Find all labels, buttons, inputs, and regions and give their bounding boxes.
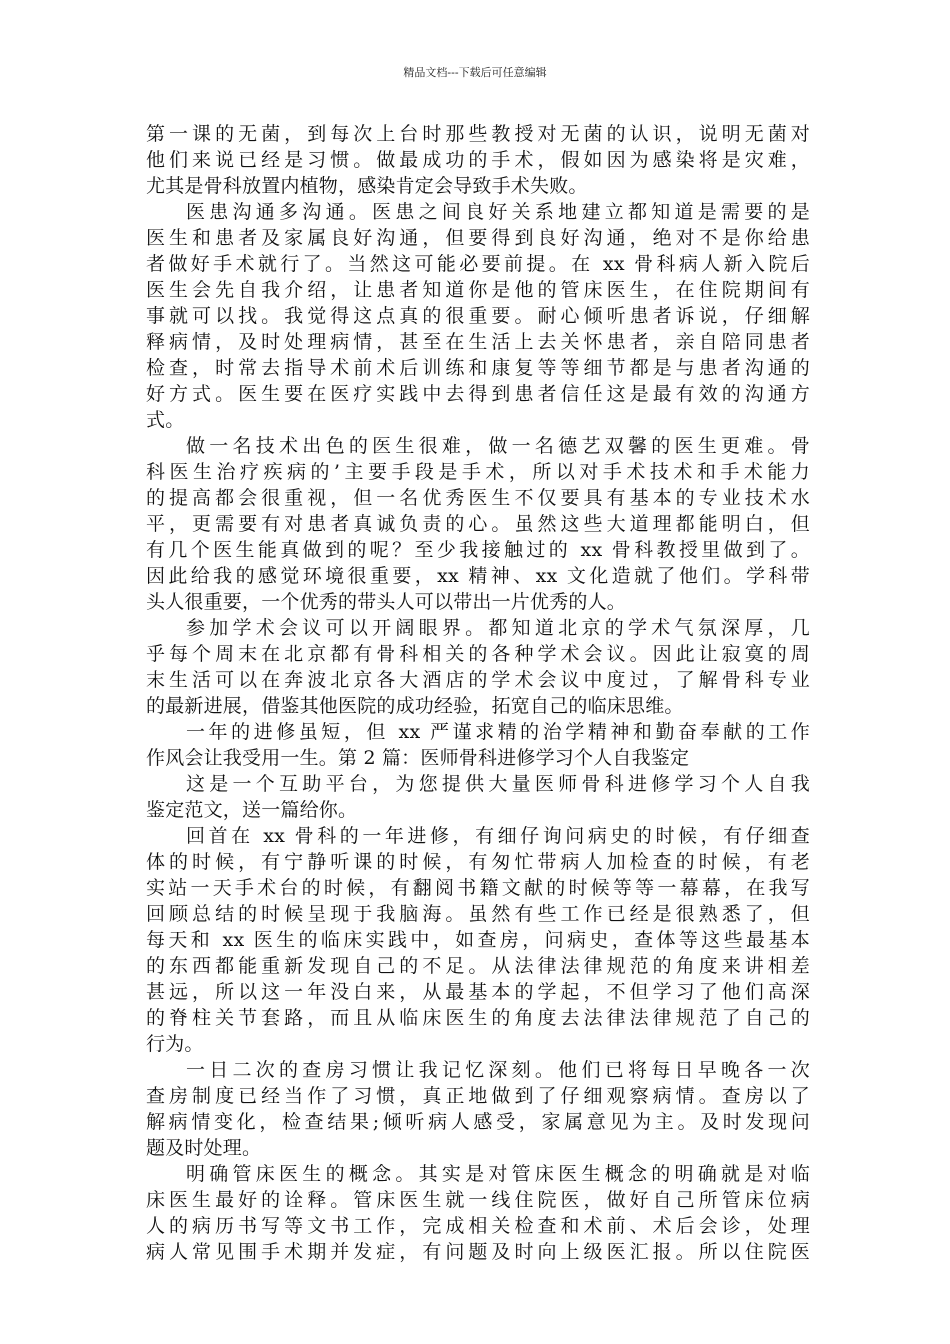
text-line: 科医生治疗疾病的’主要手段是手术，所以对手术技术和手术能力: [146, 461, 810, 483]
page-header: 精品文档---下载后可任意编辑: [403, 66, 547, 79]
text-line: 回顾总结的时候呈现于我脑海。虽然有些工作已经是很熟悉了，但: [146, 903, 810, 925]
text-line: 查房制度已经当作了习惯，真正地做到了仔细观察病情。查房以了: [146, 1085, 810, 1107]
text-line: 末生活可以在奔波北京各大酒店的学术会议中度过，了解骨科专业: [146, 669, 810, 691]
text-line: 床医生最好的诠释。管床医生就一线住院医，做好自己所管床位病: [146, 1189, 810, 1211]
text-line: 有几个医生能真做到的呢？至少我接触过的 xx 骨科教授里做到了。: [146, 539, 810, 561]
text-line: 因此给我的感觉环境很重要，xx 精神、xx 文化造就了他们。学科带: [146, 565, 810, 587]
text-line: 的最新进展，借鉴其他医院的成功经验，拓宽自己的临床思维。: [146, 695, 684, 717]
text-line: 医患沟通多沟通。医患之间良好关系地建立都知道是需要的是: [186, 201, 810, 223]
text-line: 这是一个互助平台，为您提供大量医师骨科进修学习个人自我: [186, 773, 810, 795]
text-line: 事就可以找。我觉得这点真的很重要。耐心倾听患者诉说，仔细解: [146, 305, 810, 327]
text-line: 明确管床医生的概念。其实是对管床医生概念的明确就是对临: [186, 1163, 810, 1185]
text-line: 体的时候，有宁静听课的时候，有匆忙带病人加检查的时候，有老: [146, 851, 810, 873]
text-line: 回首在 xx 骨科的一年进修，有细仔询问病史的时候，有仔细查: [186, 825, 810, 847]
text-line: 第一课的无菌，到每次上台时那些教授对无菌的认识，说明无菌对: [146, 123, 810, 145]
text-line: 医生会先自我介绍，让患者知道你是他的管床医生，在住院期间有: [146, 279, 810, 301]
text-line: 参加学术会议可以开阔眼界。都知道北京的学术气氛深厚，几: [186, 617, 810, 639]
text-line: 的提高都会很重视，但一名优秀医生不仅要具有基本的专业技术水: [146, 487, 810, 509]
text-line: 平，更需要有对患者真诚负责的心。虽然这些大道理都能明白，但: [146, 513, 810, 535]
text-line: 乎每个周末在北京都有骨科相关的各种学术会议。因此让寂寞的周: [146, 643, 810, 665]
text-line: 检查，时常去指导术前术后训练和康复等等细节都是与患者沟通的: [146, 357, 810, 379]
text-line: 好方式。医生要在医疗实践中去得到患者信任这是最有效的沟通方: [146, 383, 810, 405]
text-line: 者做好手术就行了。当然这可能必要前提。在 xx 骨科病人新入院后: [146, 253, 810, 275]
text-line: 他们来说已经是习惯。做最成功的手术，假如因为感染将是灾难，: [146, 149, 810, 171]
text-line: 人的病历书写等文书工作，完成相关检查和术前、术后会诊，处理: [146, 1215, 810, 1237]
text-line: 的脊柱关节套路，而且从临床医生的角度去法律法律规范了自己的: [146, 1007, 810, 1029]
text-line: 式。: [146, 409, 185, 431]
text-line: 头人很重要，一个优秀的带头人可以带出一片优秀的人。: [146, 591, 627, 613]
text-line: 病人常见围手术期并发症，有问题及时向上级医汇报。所以住院医: [146, 1241, 810, 1263]
text-line: 每天和 xx 医生的临床实践中，如查房，问病史，查体等这些最基本: [146, 929, 810, 951]
text-line: 的东西都能重新发现自己的不足。从法律法律规范的角度来讲相差: [146, 955, 810, 977]
document-body: [146, 121, 810, 1265]
text-line: 甚远，所以这一年没白来，从最基本的学起，不但学习了他们高深: [146, 981, 810, 1003]
text-line: 医生和患者及家属良好沟通，但要得到良好沟通，绝对不是你给患: [146, 227, 810, 249]
text-line: 题及时处理。: [146, 1137, 262, 1159]
text-line: 释病情，及时处理病情，甚至在生活上去关怀患者，亲自陪同患者: [146, 331, 810, 353]
text-line: 解病情变化，检查结果;倾听病人感受，家属意见为主。及时发现问: [146, 1111, 810, 1133]
text-line: 尤其是骨科放置内植物，感染肯定会导致手术失败。: [146, 175, 588, 197]
text-line: 鉴定范文，送一篇给你。: [146, 799, 358, 821]
text-line: 一年的进修虽短，但 xx 严谨求精的治学精神和勤奋奉献的工作: [186, 721, 810, 743]
text-line: 实站一天手术台的时候，有翻阅书籍文献的时候等等一幕幕，在我写: [146, 877, 810, 899]
text-line: 作风会让我受用一生。第 2 篇：医师骨科进修学习个人自我鉴定: [146, 747, 690, 769]
text-line: 做一名技术出色的医生很难，做一名德艺双馨的医生更难。骨: [186, 435, 810, 457]
text-line: 一日二次的查房习惯让我记忆深刻。他们已将每日早晚各一次: [186, 1059, 810, 1081]
text-line: 行为。: [146, 1033, 204, 1055]
